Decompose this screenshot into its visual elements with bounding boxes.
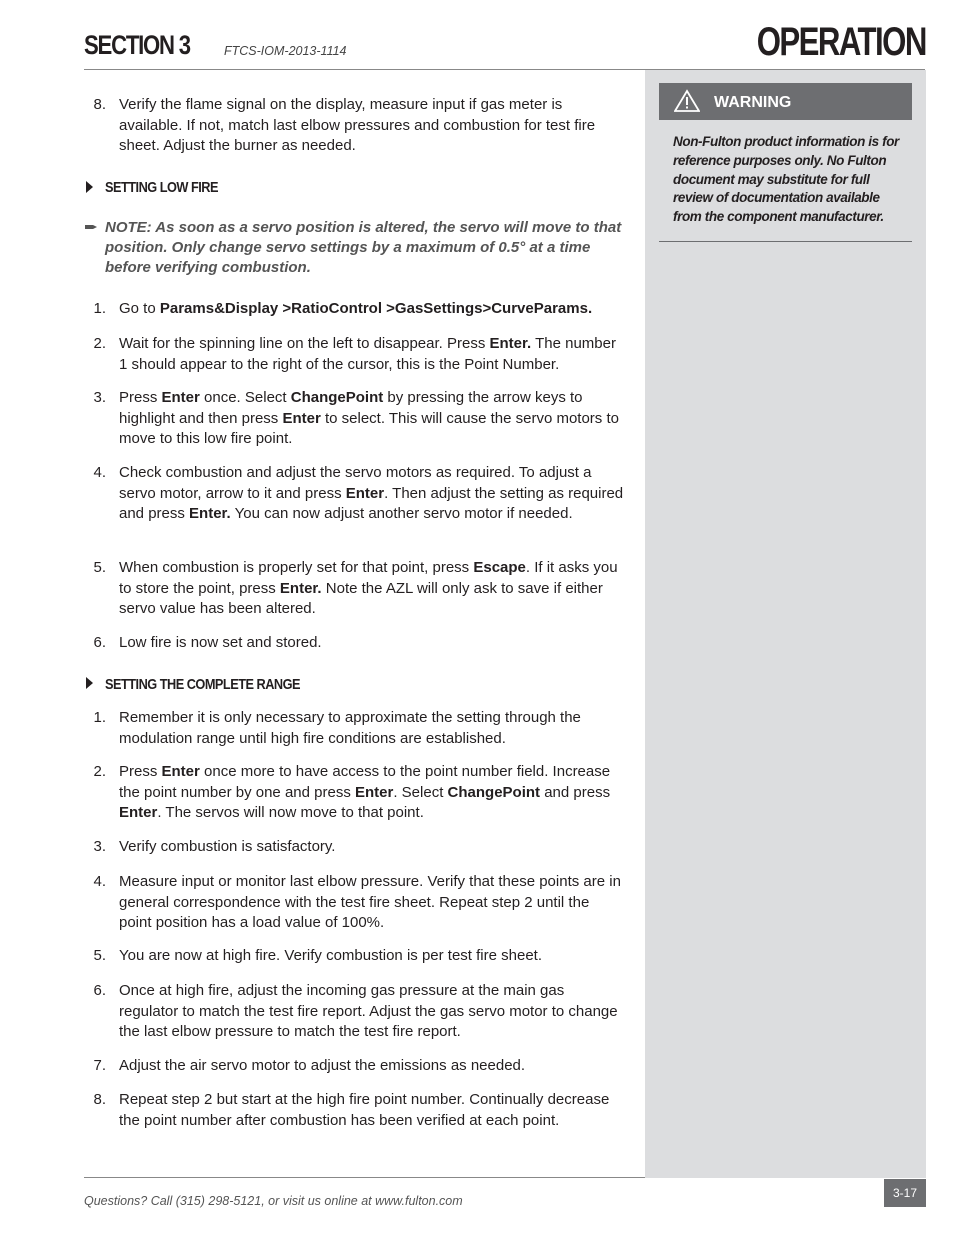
item-number: 7. (93, 1057, 106, 1074)
item-text: Go to Params&Display >RatioControl >GasSettings>CurveParams. (119, 300, 593, 317)
item-text: You are now at high fire. Verify combustion is per test fire sheet. (119, 947, 543, 964)
page-title: OPERATION (756, 20, 926, 64)
bullet-triangle-icon (86, 677, 93, 689)
item-number: 8. (93, 96, 106, 113)
item-number: 2. (93, 335, 106, 352)
page-number: 3-17 (884, 1179, 926, 1207)
bullet-triangle-icon (86, 181, 93, 193)
item-text: Adjust the air servo motor to adjust the emissions as needed. (119, 1057, 526, 1074)
item-number: 8. (93, 1091, 106, 1108)
item-number: 4. (93, 873, 106, 890)
section-label: SECTION 3 (84, 30, 190, 60)
item-text: Press Enter once. Select ChangePoint by pressing the arrow keys to highlight and then press Enter to select. This will cause the servo motors to move to this low fire point. (119, 389, 619, 447)
section-heading-complete-range: SETTING THE COMPLETE RANGE (105, 676, 301, 693)
footer-divider (84, 1177, 645, 1178)
section-heading-low-fire: SETTING LOW FIRE (105, 179, 218, 196)
item-number: 1. (93, 709, 106, 726)
warning-label: WARNING (714, 94, 792, 111)
warning-divider (659, 241, 912, 242)
pencil-icon (84, 220, 98, 234)
item-text: Wait for the spinning line on the left to disappear. Press Enter. The number 1 should appear to the right of the cursor, this is the Point Number. (119, 335, 616, 373)
document-id: FTCS-IOM-2013-1114 (224, 44, 347, 58)
warning-banner (659, 83, 912, 120)
item-number: 2. (93, 763, 106, 780)
item-text: Check combustion and adjust the servo motors as required. To adjust a servo motor, arrow to it and press Enter. Then adjust the setting as required and press Enter. You can now adjust another servo motor if needed. (119, 464, 624, 522)
item-number: 3. (93, 838, 106, 855)
item-text: Measure input or monitor last elbow pressure. Verify that these points are in general correspondence with the test fire sheet. Repeat step 2 until the point position has a load value of 100%. (119, 873, 621, 931)
item-number: 4. (93, 464, 106, 481)
item-number: 6. (93, 634, 106, 651)
footer-contact: Questions? Call (315) 298-5121, or visit us online at www.fulton.com (84, 1194, 463, 1208)
item-text: Once at high fire, adjust the incoming gas pressure at the main gas regulator to match the test fire report. Adjust the gas servo motor to change the last elbow pressure to match the test fire report. (119, 982, 618, 1040)
item-number: 5. (93, 947, 106, 964)
item-text: Press Enter once more to have access to the point number field. Increase the point number by one and press Enter. Select ChangePoint and press Enter. The servos will now move to that point. (119, 763, 611, 821)
item-number: 6. (93, 982, 106, 999)
warning-triangle-icon (674, 89, 700, 113)
item-text: Low fire is now set and stored. (119, 634, 322, 651)
item-text: Remember it is only necessary to approximate the setting through the modulation range until high fire conditions are established. (119, 709, 581, 747)
note-text: NOTE: As soon as a servo position is altered, the servo will move to that position. Only change servo settings by a maximum of 0.5° at a time before verifying combustion. (105, 219, 622, 276)
warning-text: Non-Fulton product information is for reference purposes only. No Fulton document may substitute for full review of documentation available from the component manufacturer. (673, 134, 899, 225)
sidebar-panel (645, 70, 926, 1178)
item-number: 5. (93, 559, 106, 576)
item-number: 3. (93, 389, 106, 406)
item-text: Verify the flame signal on the display, measure input if gas meter is available. If not, match last elbow pressures and combustion for test fire sheet. Adjust the burner as needed. (119, 96, 596, 154)
item-number: 1. (93, 300, 106, 317)
item-text: When combustion is properly set for that point, press Escape. If it asks you to store the point, press Enter. Note the AZL will only ask to save if either servo value has been altered. (119, 559, 618, 617)
item-text: Verify combustion is satisfactory. (119, 838, 336, 855)
item-text: Repeat step 2 but start at the high fire point number. Continually decrease the point number after combustion has been verified at each point. (119, 1091, 610, 1129)
